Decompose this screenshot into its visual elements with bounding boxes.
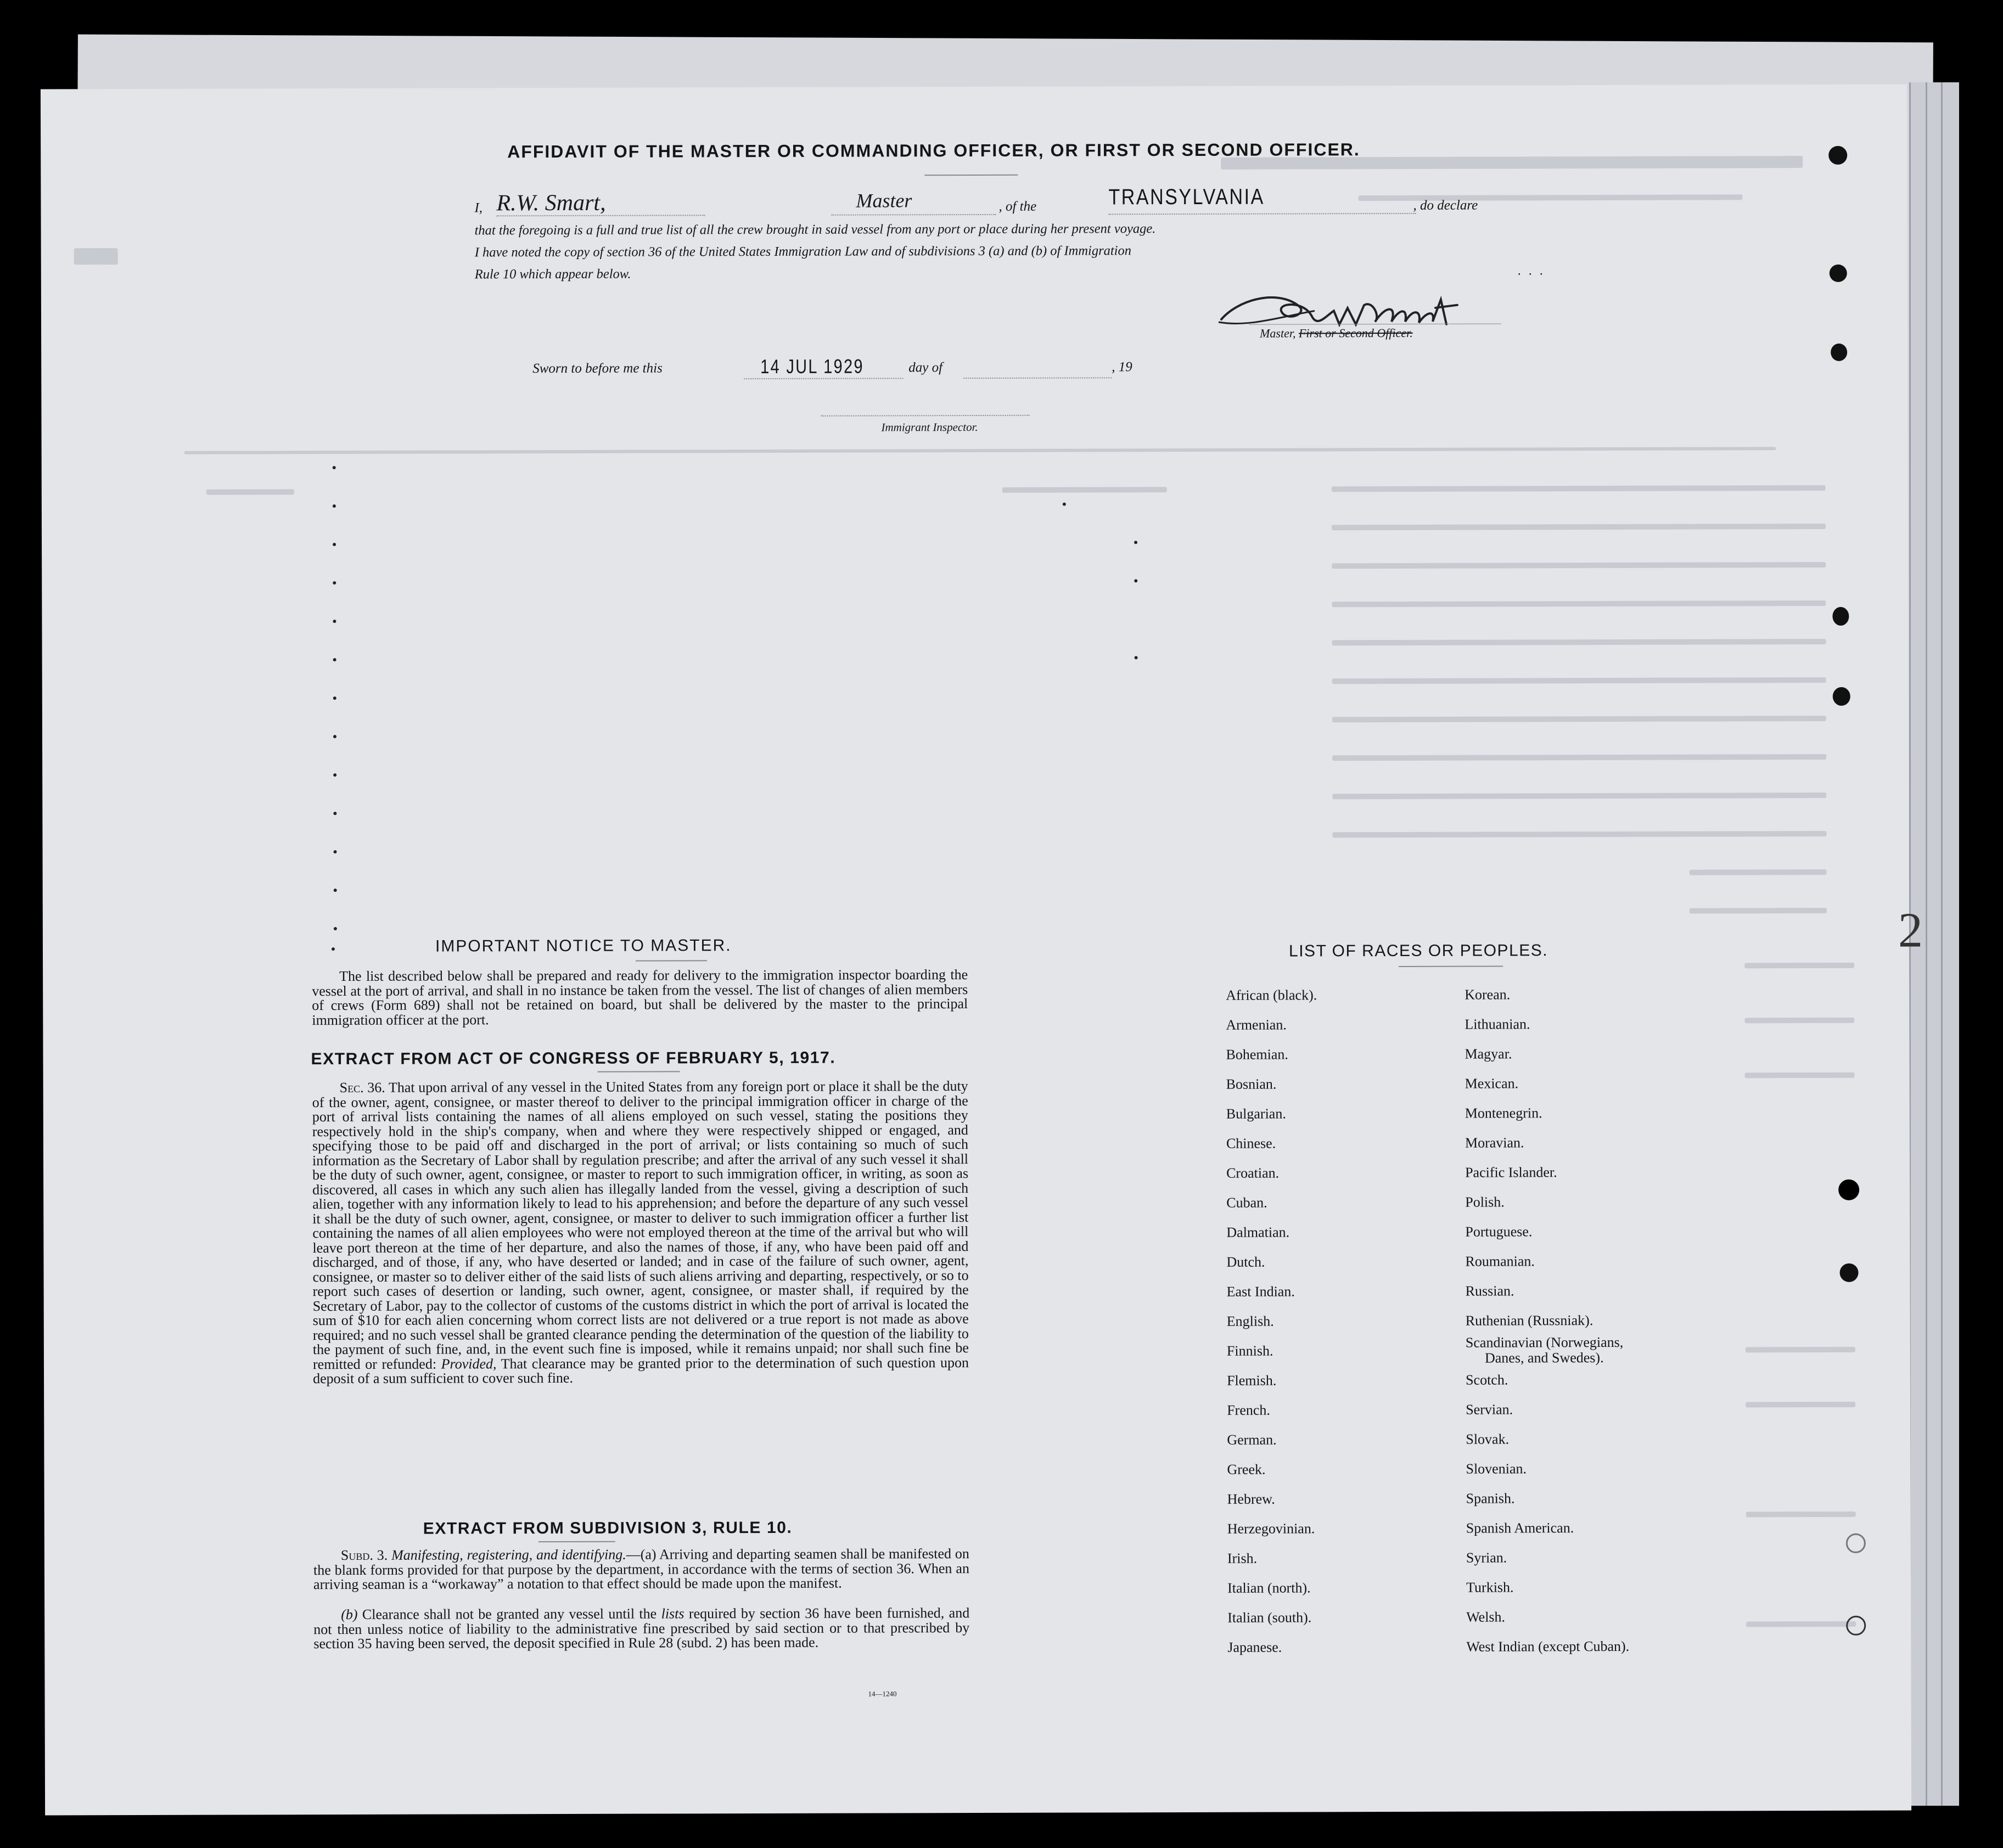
subd-a-text: —(a) Arriving and departing seamen shall be manifested on the blank forms provided for that purpose by the department, in accordance with the terms of section 36. When an arriving seaman is a “workaway” a notation to that effect should be made upon the manifest. (313, 1546, 969, 1593)
race-item: Flemish. (1227, 1372, 1277, 1389)
signer-title-struck: First or Second Officer. (1298, 325, 1413, 340)
race-item: Mexican. (1465, 1075, 1519, 1092)
section-36-end: That clearance may be granted prior to the determination of such question upon deposit of a sum sufficient to cover such fine. (313, 1354, 969, 1387)
notice-title: IMPORTANT NOTICE TO MASTER. (435, 936, 732, 956)
race-item: Ruthenian (Russniak). (1465, 1312, 1594, 1329)
binding-hole (1831, 344, 1847, 361)
sheet-edge (1926, 82, 1943, 1806)
binding-hole (1832, 607, 1849, 626)
do-declare-label: , do declare (1413, 198, 1478, 213)
race-item: Slovenian. (1466, 1461, 1527, 1477)
race-item: Chinese. (1226, 1135, 1276, 1152)
day-of-label: day of (908, 360, 943, 375)
rank: Master (856, 189, 912, 212)
race-item: Scotch. (1466, 1372, 1508, 1388)
declare-i: I, (474, 200, 483, 216)
subd-b-lists: lists (661, 1605, 685, 1622)
race-item: East Indian. (1226, 1283, 1295, 1300)
sheet-edge (1941, 82, 1959, 1806)
year-prefix: , 19 (1112, 360, 1132, 375)
race-item: Croatian. (1226, 1165, 1280, 1181)
race-item: Greek. (1227, 1461, 1266, 1478)
races-title: LIST OF RACES OR PEOPLES. (1288, 941, 1548, 960)
race-item: Bulgarian. (1226, 1105, 1286, 1122)
title-underline (924, 175, 1018, 176)
sworn-date-stamp: 14 JUL 1929 (760, 355, 864, 378)
binding-hole (1830, 265, 1847, 282)
binding-hole (1833, 687, 1850, 706)
affidavit-page (41, 85, 1923, 1816)
sworn-label: Sworn to before me this (532, 361, 663, 377)
declaration-line-3: I have noted the copy of section 36 of the United States Immigration Law and of subdivisions 3 (a) and (b) of Immigration (474, 243, 1131, 260)
race-item: German. (1227, 1431, 1277, 1448)
race-item: Magyar. (1465, 1046, 1512, 1062)
subdivision-b (313, 1606, 969, 1652)
race-item: Roumanian. (1465, 1253, 1535, 1270)
act-extract-title: EXTRACT FROM ACT OF CONGRESS OF FEBRUARY 5, 1917. (311, 1048, 836, 1069)
race-item: Russian. (1465, 1283, 1514, 1299)
race-item: Spanish. (1466, 1490, 1515, 1507)
section-label: Sec. 36. (339, 1079, 385, 1096)
section-36-text: That upon arrival of any vessel in the United States from any foreign port or place it shall be the duty of the owner, agent, consignee, or master thereof to deliver to the principal immigration officer in charge of the port of arrival lists containing the names of all aliens employed on such vessel, stating the positions they respectively hold in the ship's company, when and where they were respectively shipped or engaged, and specifying those to be paid off and discharged in the port of arrival; or lists containing so much of such information as the Secretary of Labor shall by regulation prescribe; and after the arrival of any such vessel it shall be the duty of such owner, agent, consignee, or master to report to such immigration officer, in writing, as soon as discovered, all cases in which any such alien has illegally landed from the vessel, giving a description of such alien, together with any information likely to lead to his apprehension; and before the departure of any such vessel it shall be the duty of such owner, agent, consignee, or master to deliver to such immigration officer a further list containing the names of all alien employees who were not employed thereon at the time of the arrival but who will leave port thereon at the time of her departure, and also the names of those, if any, who have been paid off and discharged, and of those, if any, who have deserted or landed; and in case of the failure of such owner, agent, consignee, or master so to deliver either of the said lists of such aliens arriving and departing, respectively, or so to report such cases of desertion or landing, such owner, agent, consignee, or master shall, if required by the Secretary of Labor, pay to the collector of customs of the customs district in which the port of arrival is located the sum of $10 for each alien concerning whom correct lists are not delivered or a true report is not made as above required; and no such vessel shall be granted clearance pending the determination of the question of the liability to the payment of such fine, and, in the event such fine is imposed, while it remains unpaid; nor shall such fine be remitted or refunded: (312, 1078, 969, 1372)
race-item: Servian. (1466, 1401, 1513, 1418)
race-item: Cuban. (1226, 1194, 1267, 1211)
race-item: Italian (north). (1227, 1580, 1311, 1596)
of-the-label: , of the (998, 199, 1037, 214)
race-item: Hebrew. (1227, 1491, 1275, 1507)
rule-extract-title: EXTRACT FROM SUBDIVISION 3, RULE 10. (423, 1518, 793, 1538)
race-item: Lithuanian. (1465, 1016, 1530, 1032)
race-item: Polish. (1465, 1194, 1505, 1210)
race-item: Spanish American. (1466, 1520, 1574, 1536)
race-item-continuation: Danes, and Swedes). (1484, 1350, 1604, 1366)
race-item: Finnish. (1226, 1343, 1273, 1359)
race-item: African (black). (1226, 987, 1317, 1003)
declaration-line-4: Rule 10 which appear below. (474, 266, 631, 282)
race-item: Dalmatian. (1226, 1224, 1290, 1240)
race-item: Japanese. (1227, 1639, 1282, 1655)
notice-body: The list described below shall be prepared and ready for delivery to the immigration inspector boarding the vessel at the port of arrival, and shall in no instance be taken from the vessel. The list of changes of alien members of crews (Form 689) shall not be retained on board, but shall be delivered by the master to the principal immigration officer at the port. (312, 967, 968, 1028)
margin-page-number: 2 (1898, 903, 1923, 958)
race-item: Irish. (1227, 1550, 1258, 1566)
master-name: R.W. Smart, (496, 190, 606, 216)
affidavit-title: AFFIDAVIT OF THE MASTER OR COMMANDING OFFICER, OR FIRST OR SECOND OFFICER. (507, 139, 1360, 162)
immigrant-inspector-label: Immigrant Inspector. (881, 420, 978, 434)
race-item: Montenegrin. (1465, 1105, 1542, 1121)
signer-title-master: Master, (1260, 326, 1296, 340)
provided-label: Provided, (441, 1355, 497, 1372)
race-item: Welsh. (1466, 1609, 1506, 1625)
declaration-line-2: that the foregoing is a full and true list of all the crew brought in said vessel from any port or place during her present voyage. (474, 221, 1156, 238)
race-item: Scandinavian (Norwegians, (1465, 1334, 1624, 1351)
race-item: Moravian. (1465, 1134, 1524, 1151)
subd-label: Subd. 3. (340, 1547, 388, 1564)
print-code: 14—1240 (868, 1689, 897, 1698)
race-item: Slovak. (1466, 1431, 1510, 1447)
race-item: Bohemian. (1226, 1046, 1288, 1063)
race-item: English. (1226, 1313, 1274, 1329)
subd-b-label: (b) (341, 1606, 358, 1623)
subd-heading: Manifesting, registering, and identifying. (391, 1546, 626, 1563)
race-item: Syrian. (1466, 1549, 1507, 1566)
race-item: Pacific Islander. (1465, 1164, 1557, 1181)
trailing-dots: ... (1517, 263, 1551, 278)
race-item: Portuguese. (1465, 1223, 1533, 1240)
subd-b-text-1: Clearance shall not be granted any vessel until the (362, 1605, 657, 1622)
race-item: Dutch. (1226, 1254, 1265, 1270)
race-item: Herzegovinian. (1227, 1520, 1315, 1537)
race-item: Korean. (1465, 986, 1511, 1003)
binding-hole (1840, 1263, 1859, 1282)
race-item: French. (1227, 1402, 1270, 1418)
subdivision-a (313, 1547, 969, 1592)
race-item: Bosnian. (1226, 1076, 1277, 1092)
race-item: Turkish. (1466, 1579, 1514, 1596)
act-extract-body (312, 1079, 969, 1386)
race-item: Italian (south). (1227, 1609, 1312, 1626)
race-item: West Indian (except Cuban). (1466, 1638, 1630, 1655)
binding-hole (1828, 146, 1847, 165)
race-item: Armenian. (1226, 1016, 1287, 1033)
subd-b-text-2: required by section 36 have been furnished, and not then unless notice of liability to the administrative fine prescribed by said section or to that prescribed by section 35 having been served, the deposit specified in Rule 28 (subd. 2) has been made. (313, 1605, 970, 1652)
binding-hole (1846, 1534, 1866, 1553)
vessel-name: TRANSYLVANIA (1108, 184, 1265, 210)
binding-hole (1838, 1179, 1859, 1200)
binding-hole (1846, 1616, 1866, 1636)
signer-title (1260, 326, 1413, 341)
